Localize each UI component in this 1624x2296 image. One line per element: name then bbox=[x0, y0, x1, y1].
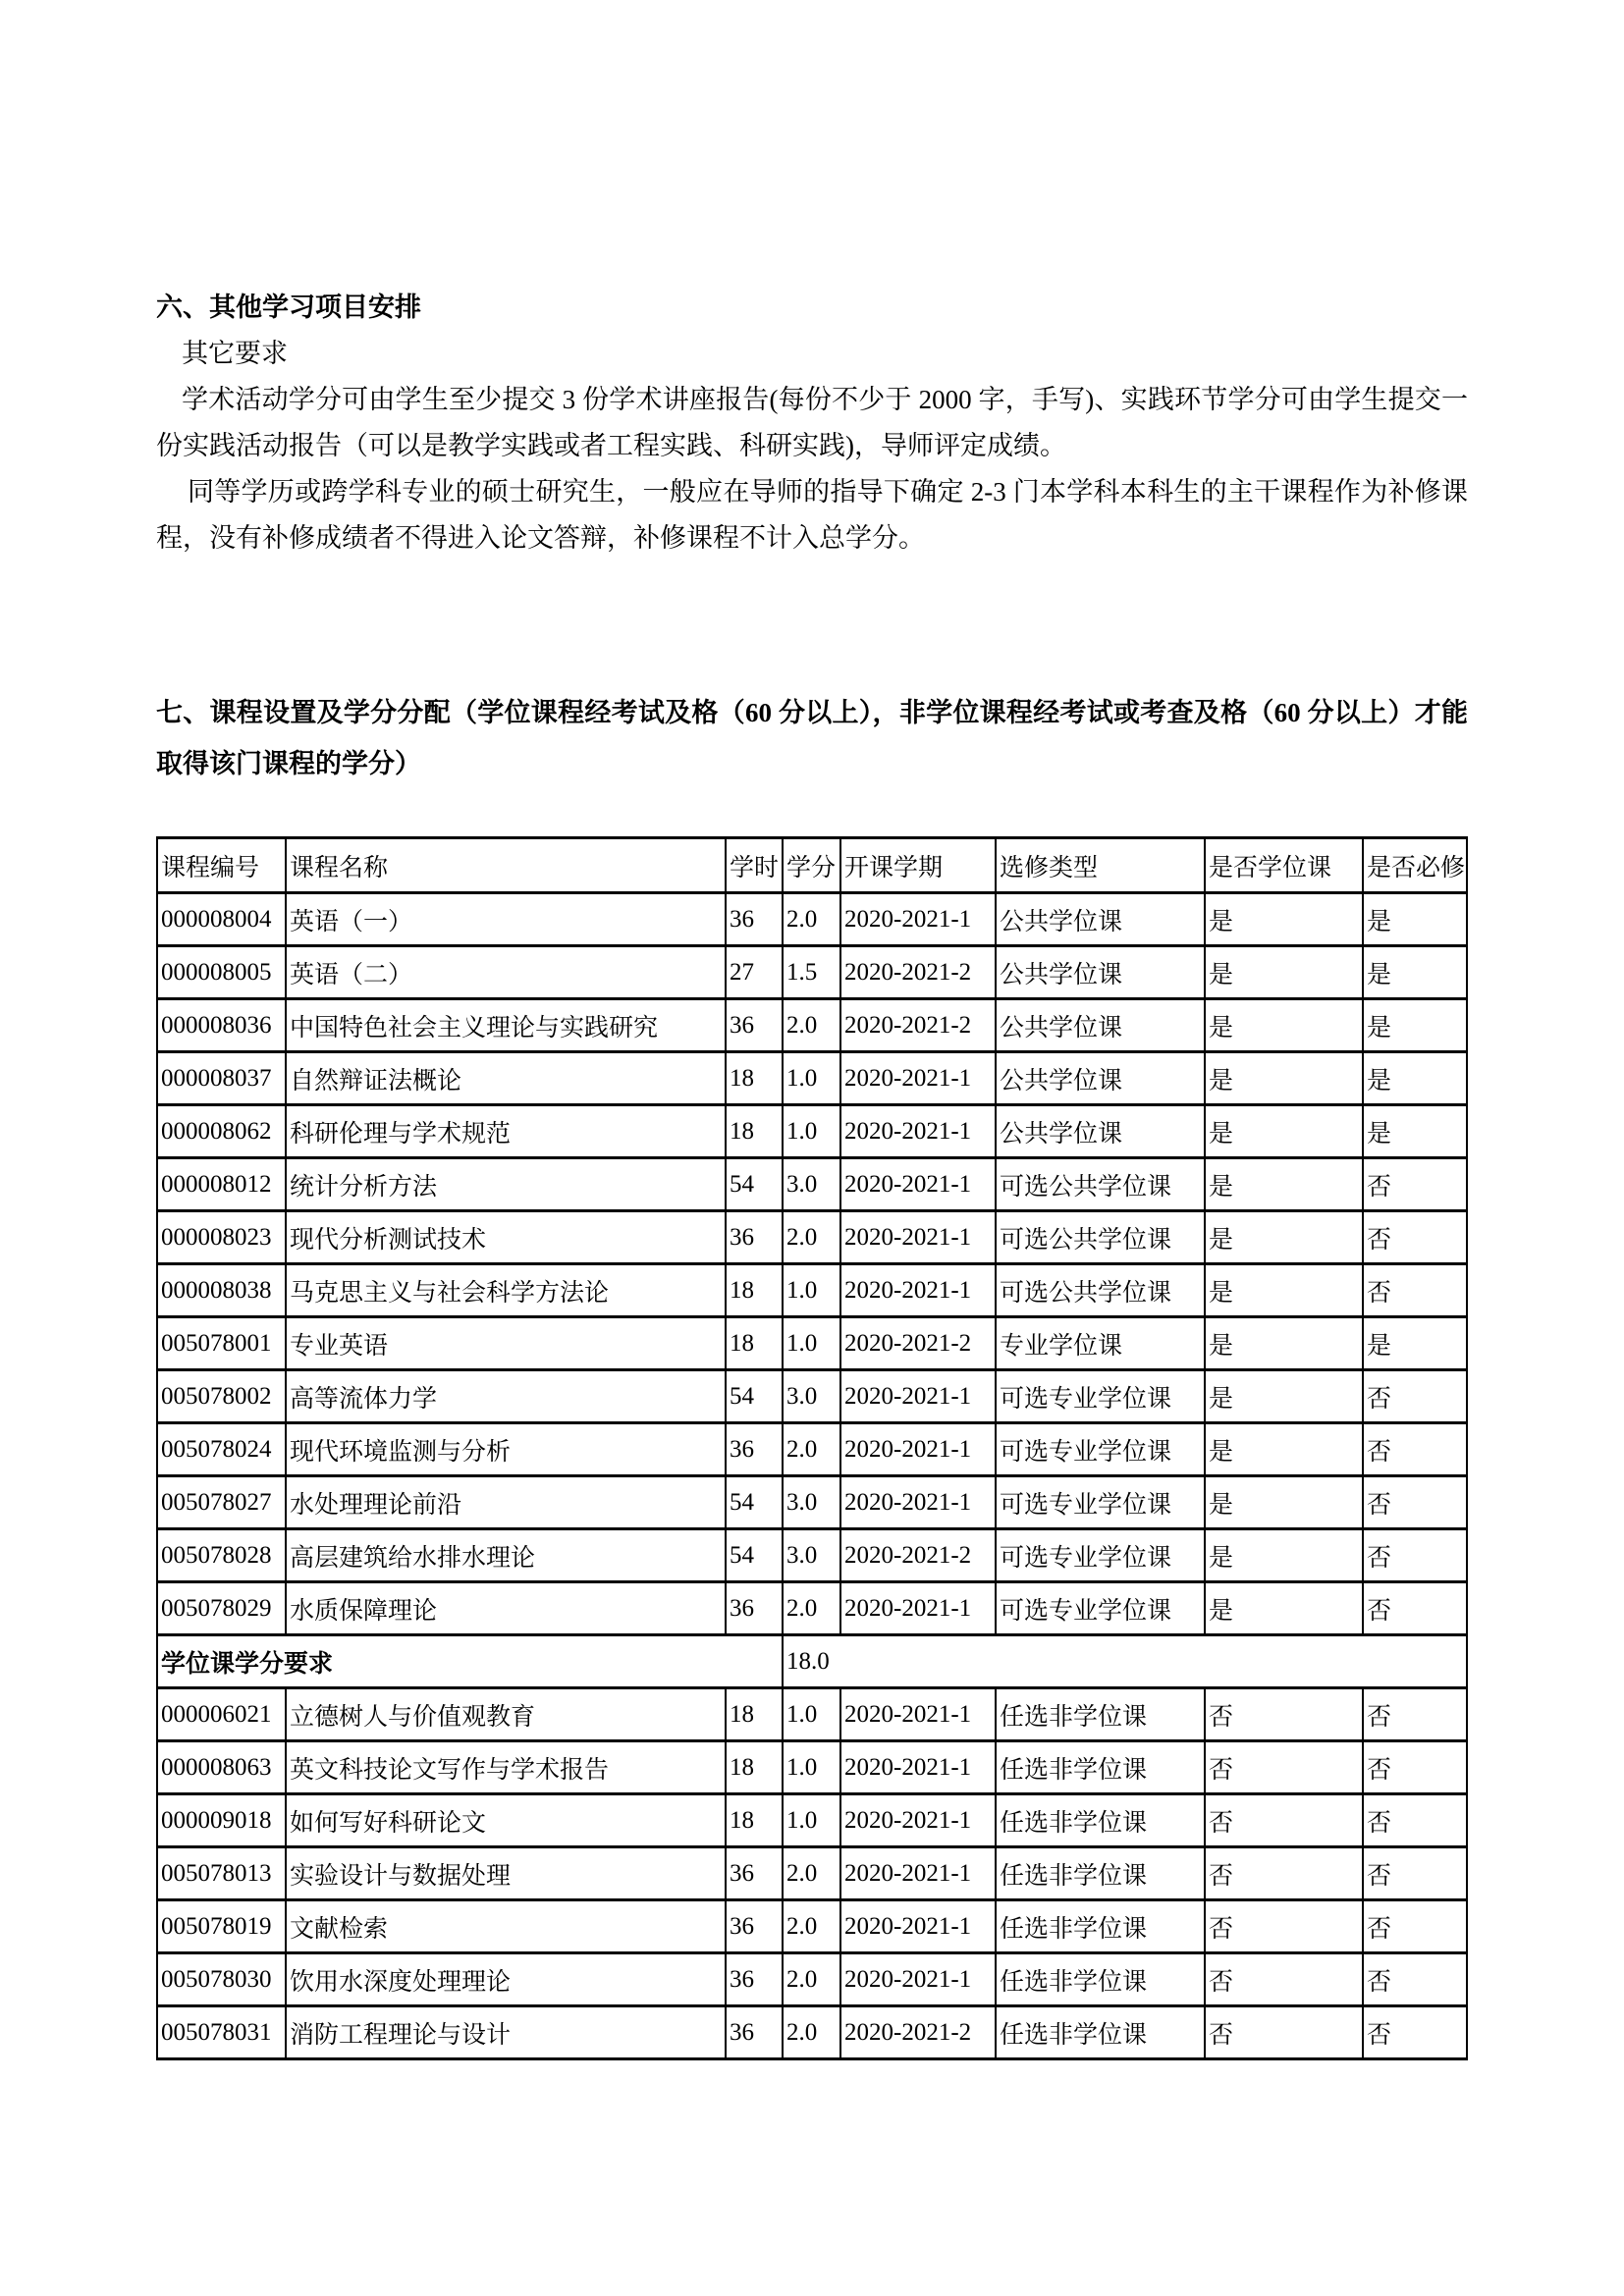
header-hours: 学时 bbox=[726, 838, 783, 893]
cell-is-degree-course: 是 bbox=[1205, 1476, 1363, 1529]
cell-credits: 2.0 bbox=[783, 1847, 840, 1900]
cell-credits: 1.0 bbox=[783, 1264, 840, 1317]
cell-credits: 1.0 bbox=[783, 1741, 840, 1794]
cell-is-required: 否 bbox=[1363, 1688, 1467, 1741]
cell-is-required: 是 bbox=[1363, 1052, 1467, 1105]
cell-course-id: 005078030 bbox=[157, 1953, 286, 2006]
section6-paragraph-academic-activity: 学术活动学分可由学生至少提交 3 份学术讲座报告(每份不少于 2000 字，手写)、实践环节学分可由学生提交一份实践活动报告（可以是教学实践或者工程实践、科研实践)，导师评定成绩。 bbox=[156, 385, 1468, 460]
cell-hours: 54 bbox=[726, 1529, 783, 1582]
cell-elective-type: 任选非学位课 bbox=[996, 1953, 1205, 2006]
header-course-id: 课程编号 bbox=[157, 838, 286, 893]
cell-credits: 3.0 bbox=[783, 1529, 840, 1582]
cell-elective-type: 可选公共学位课 bbox=[996, 1211, 1205, 1264]
cell-credits: 2.0 bbox=[783, 1900, 840, 1953]
cell-is-required: 否 bbox=[1363, 1741, 1467, 1794]
cell-semester: 2020-2021-1 bbox=[840, 1211, 996, 1264]
cell-course-name: 文献检索 bbox=[286, 1900, 726, 1953]
cell-is-required: 否 bbox=[1363, 1423, 1467, 1476]
cell-course-id: 005078028 bbox=[157, 1529, 286, 1582]
cell-is-required: 是 bbox=[1363, 999, 1467, 1052]
cell-is-degree-course: 是 bbox=[1205, 1317, 1363, 1370]
cell-hours: 18 bbox=[726, 1794, 783, 1847]
cell-semester: 2020-2021-1 bbox=[840, 1794, 996, 1847]
cell-credits: 1.5 bbox=[783, 946, 840, 999]
cell-hours: 27 bbox=[726, 946, 783, 999]
cell-credits: 1.0 bbox=[783, 1688, 840, 1741]
cell-elective-type: 任选非学位课 bbox=[996, 1741, 1205, 1794]
cell-elective-type: 任选非学位课 bbox=[996, 1794, 1205, 1847]
cell-hours: 18 bbox=[726, 1317, 783, 1370]
cell-credits: 2.0 bbox=[783, 893, 840, 946]
cell-course-id: 005078024 bbox=[157, 1423, 286, 1476]
cell-semester: 2020-2021-2 bbox=[840, 1317, 996, 1370]
course-row bbox=[157, 999, 1467, 1052]
cell-is-degree-course: 是 bbox=[1205, 1264, 1363, 1317]
cell-hours: 54 bbox=[726, 1158, 783, 1211]
cell-elective-type: 可选公共学位课 bbox=[996, 1264, 1205, 1317]
cell-elective-type: 任选非学位课 bbox=[996, 1847, 1205, 1900]
cell-semester: 2020-2021-1 bbox=[840, 1264, 996, 1317]
cell-elective-type: 公共学位课 bbox=[996, 893, 1205, 946]
cell-hours: 18 bbox=[726, 1264, 783, 1317]
cell-is-degree-course: 是 bbox=[1205, 1158, 1363, 1211]
cell-semester: 2020-2021-1 bbox=[840, 1423, 996, 1476]
cell-is-degree-course: 否 bbox=[1205, 1741, 1363, 1794]
cell-course-id: 005078029 bbox=[157, 1582, 286, 1635]
header-course-name: 课程名称 bbox=[286, 838, 726, 893]
cell-semester: 2020-2021-2 bbox=[840, 2006, 996, 2059]
cell-is-required: 否 bbox=[1363, 1953, 1467, 2006]
cell-semester: 2020-2021-1 bbox=[840, 1900, 996, 1953]
course-row bbox=[157, 1688, 1467, 1741]
course-row bbox=[157, 1052, 1467, 1105]
cell-semester: 2020-2021-1 bbox=[840, 1847, 996, 1900]
cell-semester: 2020-2021-2 bbox=[840, 1529, 996, 1582]
course-row bbox=[157, 946, 1467, 999]
course-row bbox=[157, 1370, 1467, 1423]
summary-value: 18.0 bbox=[783, 1635, 1467, 1688]
cell-hours: 36 bbox=[726, 1423, 783, 1476]
cell-course-name: 英文科技论文写作与学术报告 bbox=[286, 1741, 726, 1794]
cell-hours: 36 bbox=[726, 1582, 783, 1635]
cell-is-degree-course: 是 bbox=[1205, 1529, 1363, 1582]
cell-hours: 54 bbox=[726, 1370, 783, 1423]
section7-heading: 七、课程设置及学分分配（学位课程经考试及格（60 分以上），非学位课程经考试或考查及格（60 分以上）才能取得该门课程的学分） bbox=[156, 698, 1468, 778]
cell-hours: 36 bbox=[726, 1953, 783, 2006]
cell-course-id: 000006021 bbox=[157, 1688, 286, 1741]
course-row bbox=[157, 1953, 1467, 2006]
cell-credits: 3.0 bbox=[783, 1158, 840, 1211]
cell-hours: 36 bbox=[726, 2006, 783, 2059]
course-row bbox=[157, 1741, 1467, 1794]
cell-hours: 36 bbox=[726, 1211, 783, 1264]
course-row bbox=[157, 1582, 1467, 1635]
cell-is-required: 否 bbox=[1363, 1900, 1467, 1953]
cell-hours: 36 bbox=[726, 999, 783, 1052]
cell-course-id: 000009018 bbox=[157, 1794, 286, 1847]
cell-semester: 2020-2021-1 bbox=[840, 1582, 996, 1635]
cell-course-id: 005078031 bbox=[157, 2006, 286, 2059]
cell-credits: 1.0 bbox=[783, 1317, 840, 1370]
cell-is-required: 是 bbox=[1363, 893, 1467, 946]
cell-hours: 36 bbox=[726, 1847, 783, 1900]
section6-subheading: 其它要求 bbox=[182, 339, 288, 368]
cell-is-required: 否 bbox=[1363, 1264, 1467, 1317]
cell-course-id: 000008036 bbox=[157, 999, 286, 1052]
cell-elective-type: 公共学位课 bbox=[996, 1105, 1205, 1158]
cell-is-required: 是 bbox=[1363, 1105, 1467, 1158]
cell-elective-type: 可选专业学位课 bbox=[996, 1529, 1205, 1582]
cell-course-id: 000008037 bbox=[157, 1052, 286, 1105]
cell-course-name: 专业英语 bbox=[286, 1317, 726, 1370]
course-row bbox=[157, 1264, 1467, 1317]
header-semester: 开课学期 bbox=[840, 838, 996, 893]
cell-hours: 18 bbox=[726, 1105, 783, 1158]
course-row bbox=[157, 893, 1467, 946]
cell-course-name: 水处理理论前沿 bbox=[286, 1476, 726, 1529]
cell-credits: 2.0 bbox=[783, 1582, 840, 1635]
cell-hours: 36 bbox=[726, 893, 783, 946]
cell-is-degree-course: 是 bbox=[1205, 1582, 1363, 1635]
cell-hours: 36 bbox=[726, 1900, 783, 1953]
cell-course-name: 中国特色社会主义理论与实践研究 bbox=[286, 999, 726, 1052]
cell-elective-type: 专业学位课 bbox=[996, 1317, 1205, 1370]
cell-elective-type: 公共学位课 bbox=[996, 1052, 1205, 1105]
cell-semester: 2020-2021-1 bbox=[840, 1052, 996, 1105]
cell-credits: 2.0 bbox=[783, 1211, 840, 1264]
summary-row bbox=[157, 1635, 1467, 1688]
cell-course-id: 000008062 bbox=[157, 1105, 286, 1158]
cell-is-degree-course: 是 bbox=[1205, 999, 1363, 1052]
cell-course-id: 005078027 bbox=[157, 1476, 286, 1529]
cell-is-required: 否 bbox=[1363, 1847, 1467, 1900]
header-is-required: 是否必修 bbox=[1363, 838, 1467, 893]
cell-course-name: 消防工程理论与设计 bbox=[286, 2006, 726, 2059]
course-row bbox=[157, 1423, 1467, 1476]
cell-is-degree-course: 是 bbox=[1205, 893, 1363, 946]
cell-semester: 2020-2021-1 bbox=[840, 1370, 996, 1423]
cell-elective-type: 任选非学位课 bbox=[996, 1900, 1205, 1953]
cell-credits: 1.0 bbox=[783, 1105, 840, 1158]
cell-is-required: 否 bbox=[1363, 1582, 1467, 1635]
cell-course-name: 统计分析方法 bbox=[286, 1158, 726, 1211]
cell-elective-type: 可选专业学位课 bbox=[996, 1476, 1205, 1529]
cell-is-degree-course: 是 bbox=[1205, 1052, 1363, 1105]
cell-semester: 2020-2021-1 bbox=[840, 1158, 996, 1211]
cell-course-name: 现代环境监测与分析 bbox=[286, 1423, 726, 1476]
course-table-header-row bbox=[157, 838, 1467, 893]
cell-course-name: 高层建筑给水排水理论 bbox=[286, 1529, 726, 1582]
cell-semester: 2020-2021-1 bbox=[840, 1105, 996, 1158]
course-row bbox=[157, 1900, 1467, 1953]
cell-course-id: 000008023 bbox=[157, 1211, 286, 1264]
cell-semester: 2020-2021-1 bbox=[840, 1688, 996, 1741]
cell-course-name: 水质保障理论 bbox=[286, 1582, 726, 1635]
cell-hours: 54 bbox=[726, 1476, 783, 1529]
cell-credits: 2.0 bbox=[783, 999, 840, 1052]
course-row bbox=[157, 1794, 1467, 1847]
cell-is-degree-course: 是 bbox=[1205, 1423, 1363, 1476]
document-content bbox=[156, 0, 1468, 2060]
course-row bbox=[157, 1476, 1467, 1529]
cell-semester: 2020-2021-2 bbox=[840, 999, 996, 1052]
cell-hours: 18 bbox=[726, 1741, 783, 1794]
cell-credits: 3.0 bbox=[783, 1370, 840, 1423]
cell-is-degree-course: 是 bbox=[1205, 1211, 1363, 1264]
cell-course-name: 如何写好科研论文 bbox=[286, 1794, 726, 1847]
cell-course-id: 000008063 bbox=[157, 1741, 286, 1794]
header-is-degree-course: 是否学位课 bbox=[1205, 838, 1363, 893]
cell-course-name: 立德树人与价值观教育 bbox=[286, 1688, 726, 1741]
cell-hours: 18 bbox=[726, 1688, 783, 1741]
cell-credits: 1.0 bbox=[783, 1794, 840, 1847]
cell-is-required: 是 bbox=[1363, 1317, 1467, 1370]
cell-is-required: 是 bbox=[1363, 946, 1467, 999]
summary-label: 学位课学分要求 bbox=[157, 1635, 783, 1688]
cell-course-id: 000008012 bbox=[157, 1158, 286, 1211]
course-row bbox=[157, 1105, 1467, 1158]
cell-course-name: 实验设计与数据处理 bbox=[286, 1847, 726, 1900]
cell-is-degree-course: 否 bbox=[1205, 1688, 1363, 1741]
cell-is-required: 否 bbox=[1363, 1476, 1467, 1529]
cell-credits: 1.0 bbox=[783, 1052, 840, 1105]
cell-course-id: 000008038 bbox=[157, 1264, 286, 1317]
cell-course-id: 005078019 bbox=[157, 1900, 286, 1953]
cell-elective-type: 任选非学位课 bbox=[996, 1688, 1205, 1741]
cell-course-name: 马克思主义与社会科学方法论 bbox=[286, 1264, 726, 1317]
cell-is-required: 否 bbox=[1363, 1158, 1467, 1211]
cell-is-degree-course: 是 bbox=[1205, 1105, 1363, 1158]
cell-course-name: 现代分析测试技术 bbox=[286, 1211, 726, 1264]
cell-semester: 2020-2021-1 bbox=[840, 893, 996, 946]
cell-elective-type: 任选非学位课 bbox=[996, 2006, 1205, 2059]
cell-course-name: 饮用水深度处理理论 bbox=[286, 1953, 726, 2006]
course-row bbox=[157, 1158, 1467, 1211]
cell-elective-type: 可选专业学位课 bbox=[996, 1370, 1205, 1423]
course-table bbox=[156, 836, 1468, 2060]
course-table-body bbox=[157, 893, 1467, 2059]
cell-semester: 2020-2021-2 bbox=[840, 946, 996, 999]
cell-is-degree-course: 否 bbox=[1205, 1953, 1363, 2006]
cell-is-degree-course: 是 bbox=[1205, 1370, 1363, 1423]
header-credits: 学分 bbox=[783, 838, 840, 893]
cell-course-id: 005078001 bbox=[157, 1317, 286, 1370]
cell-course-id: 000008004 bbox=[157, 893, 286, 946]
cell-is-degree-course: 否 bbox=[1205, 1794, 1363, 1847]
cell-is-degree-course: 否 bbox=[1205, 1847, 1363, 1900]
cell-is-degree-course: 是 bbox=[1205, 946, 1363, 999]
cell-hours: 18 bbox=[726, 1052, 783, 1105]
cell-is-degree-course: 否 bbox=[1205, 1900, 1363, 1953]
cell-course-name: 科研伦理与学术规范 bbox=[286, 1105, 726, 1158]
cell-course-id: 000008005 bbox=[157, 946, 286, 999]
cell-credits: 2.0 bbox=[783, 1423, 840, 1476]
course-row bbox=[157, 1529, 1467, 1582]
course-row bbox=[157, 2006, 1467, 2059]
course-row bbox=[157, 1317, 1467, 1370]
cell-is-required: 否 bbox=[1363, 1370, 1467, 1423]
cell-credits: 3.0 bbox=[783, 1476, 840, 1529]
cell-semester: 2020-2021-1 bbox=[840, 1476, 996, 1529]
cell-is-required: 否 bbox=[1363, 1211, 1467, 1264]
cell-course-name: 英语（一） bbox=[286, 893, 726, 946]
cell-elective-type: 可选专业学位课 bbox=[996, 1582, 1205, 1635]
cell-is-required: 否 bbox=[1363, 1529, 1467, 1582]
cell-is-degree-course: 否 bbox=[1205, 2006, 1363, 2059]
cell-credits: 2.0 bbox=[783, 1953, 840, 2006]
cell-course-id: 005078002 bbox=[157, 1370, 286, 1423]
course-row bbox=[157, 1847, 1467, 1900]
cell-elective-type: 可选专业学位课 bbox=[996, 1423, 1205, 1476]
section6-heading: 六、其他学习项目安排 bbox=[156, 293, 421, 322]
header-elective-type: 选修类型 bbox=[996, 838, 1205, 893]
cell-course-name: 自然辩证法概论 bbox=[286, 1052, 726, 1105]
cell-elective-type: 公共学位课 bbox=[996, 999, 1205, 1052]
cell-is-required: 否 bbox=[1363, 2006, 1467, 2059]
section6-paragraph-supplementary-courses: 同等学历或跨学科专业的硕士研究生，一般应在导师的指导下确定 2-3 门本学科本科生的主干课程作为补修课程，没有补修成绩者不得进入论文答辩，补修课程不计入总学分。 bbox=[156, 477, 1468, 553]
cell-semester: 2020-2021-1 bbox=[840, 1741, 996, 1794]
course-row bbox=[157, 1211, 1467, 1264]
cell-elective-type: 可选公共学位课 bbox=[996, 1158, 1205, 1211]
cell-elective-type: 公共学位课 bbox=[996, 946, 1205, 999]
cell-course-name: 高等流体力学 bbox=[286, 1370, 726, 1423]
cell-course-id: 005078013 bbox=[157, 1847, 286, 1900]
cell-credits: 2.0 bbox=[783, 2006, 840, 2059]
cell-is-required: 否 bbox=[1363, 1794, 1467, 1847]
cell-semester: 2020-2021-1 bbox=[840, 1953, 996, 2006]
cell-course-name: 英语（二） bbox=[286, 946, 726, 999]
